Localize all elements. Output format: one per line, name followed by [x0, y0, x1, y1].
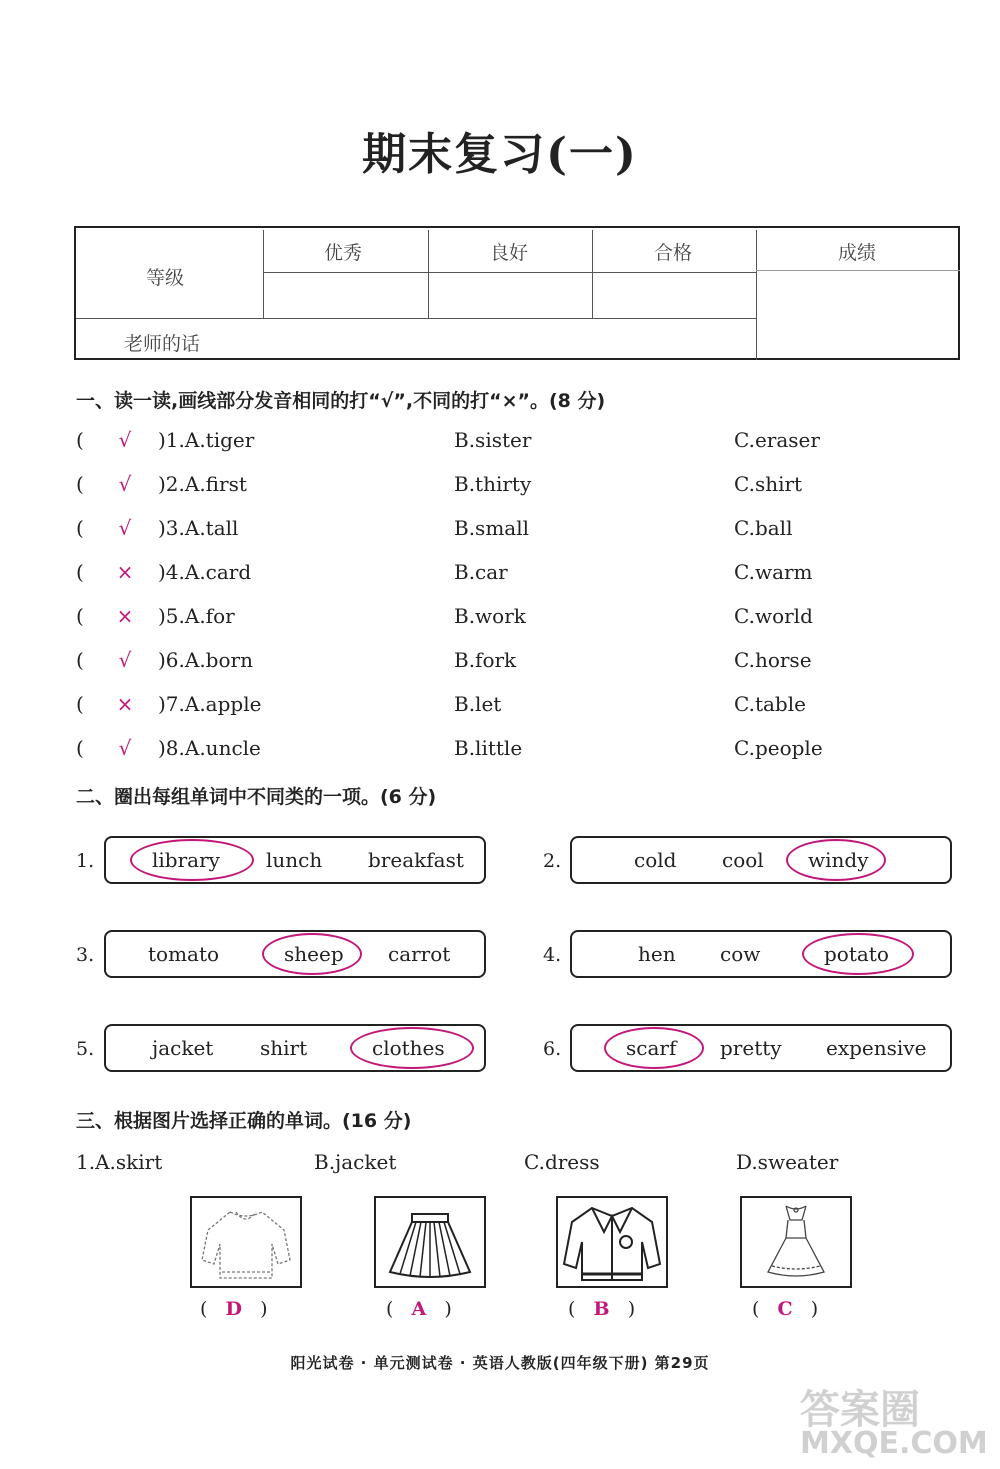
word-option[interactable]: pretty: [720, 1036, 782, 1060]
question-row: [76, 560, 976, 590]
word-option[interactable]: tomato: [148, 942, 220, 966]
section2-heading: 二、圈出每组单词中不同类的一项。(6 分): [76, 786, 437, 808]
option-d: D.sweater: [736, 1150, 839, 1174]
question-row: [76, 736, 976, 766]
option-a-text: )5.A.for: [158, 604, 235, 628]
option-b-text: B.let: [454, 692, 502, 716]
answer-1: ( D ): [200, 1298, 268, 1320]
teacher-comment-label: 老师的话: [124, 333, 201, 355]
answer-mark: ×: [116, 604, 134, 628]
answer-mark: √: [118, 648, 132, 672]
open-paren: (: [76, 736, 84, 760]
word-option[interactable]: potato: [824, 942, 889, 966]
open-paren: (: [76, 648, 84, 672]
answer-mark: ×: [116, 560, 134, 584]
answer-1-value: D: [225, 1298, 243, 1320]
answer-3: ( B ): [568, 1298, 636, 1320]
word-option[interactable]: cool: [722, 848, 764, 872]
answer-mark: √: [118, 516, 132, 540]
word-option[interactable]: clothes: [372, 1036, 445, 1060]
group-number: 5.: [76, 1038, 95, 1060]
word-group-box: [104, 836, 486, 884]
answer-circle: [604, 1027, 704, 1069]
group-number: 4.: [543, 944, 562, 966]
group-number: 6.: [543, 1038, 562, 1060]
option-a-text: )2.A.first: [158, 472, 247, 496]
question-row: [76, 648, 976, 678]
sweater-icon: [192, 1198, 300, 1286]
option-c-text: C.world: [734, 604, 813, 628]
option-a-text: )4.A.card: [158, 560, 252, 584]
skirt-picture: [374, 1196, 486, 1288]
option-a-text: )1.A.tiger: [158, 428, 255, 452]
option-a-text: )7.A.apple: [158, 692, 262, 716]
page-footer: 阳光试卷 · 单元测试卷 · 英语人教版(四年级下册) 第29页: [290, 1354, 710, 1372]
option-b-text: B.little: [454, 736, 523, 760]
word-option[interactable]: windy: [808, 848, 869, 872]
dress-picture: [740, 1196, 852, 1288]
question-row: [76, 428, 976, 458]
dress-icon: [742, 1198, 850, 1286]
option-a: 1.A.skirt: [76, 1150, 163, 1174]
word-option[interactable]: carrot: [388, 942, 451, 966]
word-group-box: [570, 1024, 952, 1072]
grade-good: 良好: [490, 242, 529, 264]
word-option[interactable]: jacket: [152, 1036, 214, 1060]
option-a-text: )6.A.born: [158, 648, 253, 672]
answer-circle: [802, 933, 914, 975]
word-group-box: [570, 930, 952, 978]
page-title: 期末复习(一): [362, 129, 638, 180]
option-b-text: B.fork: [454, 648, 517, 672]
answer-circle: [350, 1027, 474, 1069]
answer-2-value: A: [411, 1298, 427, 1320]
question-row: [76, 516, 976, 546]
sweater-picture: [190, 1196, 302, 1288]
option-b-text: B.car: [454, 560, 508, 584]
watermark-url: MXQE.COM: [800, 1426, 988, 1461]
group-number: 2.: [543, 850, 562, 872]
option-a-text: )8.A.uncle: [158, 736, 261, 760]
option-b-text: B.work: [454, 604, 526, 628]
answer-mark: ×: [116, 692, 134, 716]
group-number: 3.: [76, 944, 95, 966]
option-c-text: C.people: [734, 736, 823, 760]
grade-pass: 合格: [654, 242, 693, 264]
word-group-box: [570, 836, 952, 884]
open-paren: (: [76, 604, 84, 628]
word-option[interactable]: scarf: [626, 1036, 677, 1060]
answer-mark: √: [118, 428, 132, 452]
option-b: B.jacket: [314, 1150, 397, 1174]
word-option[interactable]: hen: [638, 942, 676, 966]
option-b-text: B.thirty: [454, 472, 532, 496]
answer-3-value: B: [593, 1298, 610, 1320]
word-option[interactable]: breakfast: [368, 848, 464, 872]
grade-excellent: 优秀: [324, 242, 363, 264]
jacket-icon: [558, 1198, 666, 1286]
open-paren: (: [76, 428, 84, 452]
word-option[interactable]: cold: [634, 848, 677, 872]
word-group-box: [104, 930, 486, 978]
jacket-picture: [556, 1196, 668, 1288]
option-c-text: C.table: [734, 692, 806, 716]
section3-heading: 三、根据图片选择正确的单词。(16 分): [76, 1110, 412, 1132]
word-option[interactable]: shirt: [260, 1036, 308, 1060]
open-paren: (: [76, 560, 84, 584]
option-a-text: )3.A.tall: [158, 516, 239, 540]
answer-circle: [262, 933, 362, 975]
word-option[interactable]: sheep: [284, 942, 344, 966]
word-option[interactable]: cow: [720, 942, 761, 966]
option-b-text: B.small: [454, 516, 529, 540]
watermark-logo: 答案圈: [800, 1387, 920, 1433]
word-group-box: [104, 1024, 486, 1072]
option-b-text: B.sister: [454, 428, 532, 452]
answer-circle: [786, 839, 886, 881]
question-row: [76, 472, 976, 502]
word-option[interactable]: library: [152, 848, 220, 872]
answer-4-value: C: [777, 1298, 793, 1320]
word-option[interactable]: expensive: [826, 1036, 927, 1060]
option-c-text: C.warm: [734, 560, 813, 584]
question-row: [76, 604, 976, 634]
grade-level-label: 等级: [146, 267, 185, 289]
section1-heading: 一、读一读,画线部分发音相同的打“√”,不同的打“×”。(8 分): [76, 390, 606, 412]
question-row: [76, 692, 976, 722]
open-paren: (: [76, 472, 84, 496]
open-paren: (: [76, 516, 84, 540]
option-c-text: C.eraser: [734, 428, 820, 452]
option-c: C.dress: [524, 1150, 600, 1174]
open-paren: (: [76, 692, 84, 716]
answer-2: ( A ): [386, 1298, 452, 1320]
answer-4: ( C ): [752, 1298, 819, 1320]
skirt-icon: [376, 1198, 484, 1286]
word-option[interactable]: lunch: [266, 848, 323, 872]
option-c-text: C.ball: [734, 516, 793, 540]
answer-circle: [130, 839, 254, 881]
group-number: 1.: [76, 850, 95, 872]
grade-score: 成绩: [838, 242, 877, 264]
grade-table: [74, 226, 960, 360]
option-c-text: C.shirt: [734, 472, 803, 496]
answer-mark: √: [118, 736, 132, 760]
answer-mark: √: [118, 472, 132, 496]
option-c-text: C.horse: [734, 648, 812, 672]
